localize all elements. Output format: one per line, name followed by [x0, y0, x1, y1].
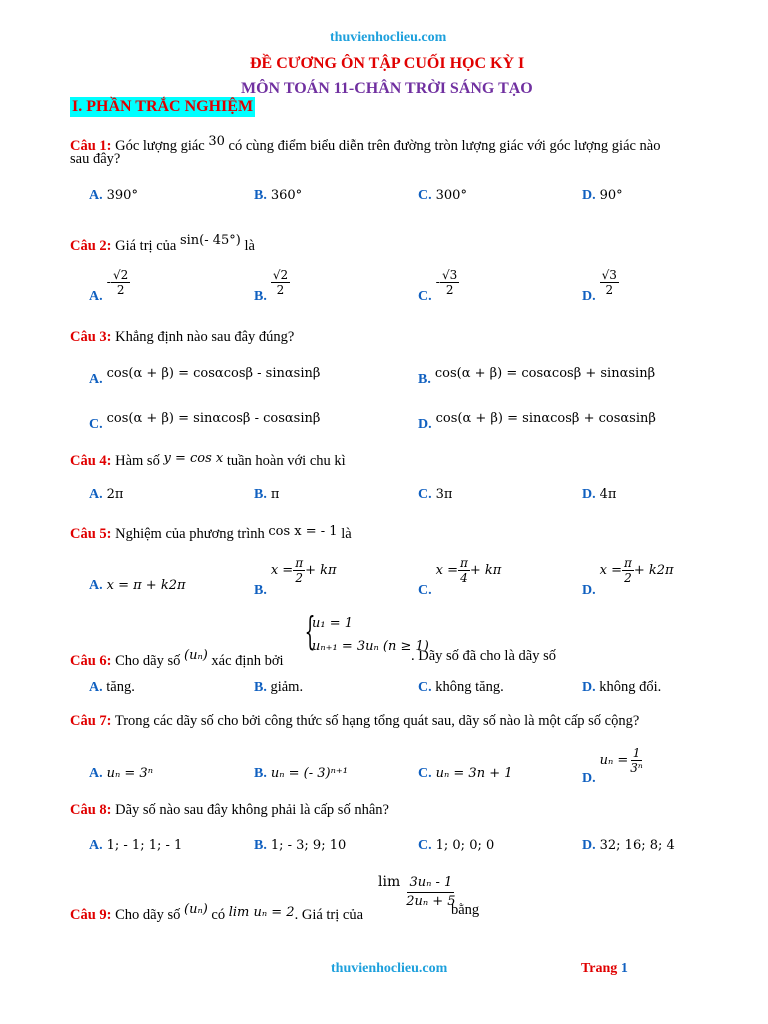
question-1-line2: sau đây? [70, 151, 121, 167]
section-heading: I. PHẦN TRẮC NGHIỆM [72, 98, 254, 115]
question-5: Câu 5: Nghiệm của phương trình cos x = - 1 là [70, 524, 352, 542]
question-9: Câu 9: Cho dãy số (uₙ) có lim uₙ = 2. Giá trị của [70, 902, 364, 923]
option-a[interactable]: A. cos(α + β) = cosαcosβ - sinαsinβ [89, 366, 321, 387]
question-math: y = cos x [163, 451, 224, 466]
recurrence-line-2: uₙ₊₁ = 3uₙ (n ≥ 1) [312, 639, 429, 654]
question-math: cos x = - 1 [268, 524, 338, 539]
question-1: Câu 1: Góc lượng giác 30 có cùng điểm biểu diễn trên đường tròn lượng giác với góc lượng giác nào [70, 134, 661, 154]
option-a[interactable]: A. uₙ = 3ⁿ [89, 766, 153, 781]
option-c[interactable]: C. - $\frac{√3}{2}$ [418, 268, 458, 305]
option-a[interactable]: A. 390° [89, 188, 138, 203]
question-7: Câu 7: Trong các dãy số cho bởi công thức số hạng tổng quát sau, dãy số nào là một cấp số cộng? [70, 713, 640, 729]
question-math: sin(- 45°) [179, 233, 241, 248]
recurrence-brace: { [304, 609, 316, 653]
option-a[interactable]: A. 1; - 1; 1; - 1 [89, 838, 183, 853]
question-6-tail: . Dãy số đã cho là dãy số [411, 648, 556, 664]
question-4: Câu 4: Hàm số y = cos x tuần hoàn với chu kì [70, 451, 346, 469]
option-a[interactable]: A. 2π [89, 487, 124, 502]
option-d[interactable]: D. uₙ = $\frac{1}{\text{3ⁿ}}$ [582, 746, 643, 787]
recurrence-line-1: u₁ = 1 [312, 616, 354, 631]
option-b[interactable]: B. π [254, 487, 280, 502]
footer-site-link[interactable]: thuvienhoclieu.com [331, 961, 448, 976]
question-9-tail: bằng [451, 902, 480, 918]
option-c[interactable]: C. 300° [418, 188, 467, 203]
option-a[interactable]: A. - $\frac{√2}{2}$ [89, 268, 129, 305]
option-c[interactable]: C. cos(α + β) = sinαcosβ - cosαsinβ [89, 411, 321, 432]
option-d[interactable]: D. không đổi. [582, 679, 662, 695]
header-site-link[interactable]: thuvienhoclieu.com [330, 30, 447, 45]
option-b[interactable]: B. giảm. [254, 679, 304, 695]
question-8: Câu 8: Dãy số nào sau đây không phải là cấp số nhân? [70, 802, 389, 818]
page-number: 1 [620, 961, 628, 976]
option-a[interactable]: A. x = π + k2π [89, 578, 186, 593]
option-c[interactable]: C. x = $\frac{\pi}{4}$ + kπ [418, 556, 502, 599]
option-b[interactable]: B. uₙ = (- 3)ⁿ⁺¹ [254, 766, 348, 781]
document-subtitle: MÔN TOÁN 11-CHÂN TRỜI SÁNG TẠO [241, 80, 533, 97]
option-d[interactable]: D. cos(α + β) = sinαcosβ + cosαsinβ [418, 411, 656, 432]
question-math: 30 [208, 134, 225, 149]
option-c[interactable]: C. 3π [418, 487, 453, 502]
option-b[interactable]: B. 360° [254, 188, 303, 203]
option-b[interactable]: B. x = $\frac{\pi}{2}$ + kπ [254, 556, 337, 599]
option-c[interactable]: C. không tăng. [418, 679, 504, 695]
option-b[interactable]: B. $\frac{√2}{2}$ [254, 268, 289, 305]
question-2: Câu 2: Giá trị của sin(- 45°) là [70, 233, 255, 254]
option-b[interactable]: B. 1; - 3; 9; 10 [254, 838, 347, 853]
option-d[interactable]: D. 90° [582, 188, 623, 203]
page-indicator: Trang 1 [581, 961, 628, 976]
option-c[interactable]: C. uₙ = 3n + 1 [418, 766, 513, 781]
option-d[interactable]: D. 4π [582, 487, 617, 502]
option-d[interactable]: D. x = $\frac{\pi}{2}$ + k2π [582, 556, 674, 599]
option-d[interactable]: D. 32; 16; 8; 4 [582, 838, 675, 853]
document-title: ĐỀ CƯƠNG ÔN TẬP CUỐI HỌC KỲ I [250, 55, 525, 72]
option-c[interactable]: C. 1; 0; 0; 0 [418, 838, 495, 853]
option-d[interactable]: D. $\frac{√3}{2}$ [582, 268, 617, 305]
question-label: Câu 1: [70, 138, 112, 154]
option-a[interactable]: A. tăng. [89, 679, 135, 695]
question-6: Câu 6: Cho dãy số (uₙ) xác định bởi [70, 648, 284, 669]
limit-expression: lim $\frac{\text{3uₙ - 1}}{\text{2uₙ + 5}}$ [378, 874, 456, 909]
option-b[interactable]: B. cos(α + β) = cosαcosβ + sinαsinβ [418, 366, 656, 387]
question-3: Câu 3: Khẳng định nào sau đây đúng? [70, 329, 295, 345]
